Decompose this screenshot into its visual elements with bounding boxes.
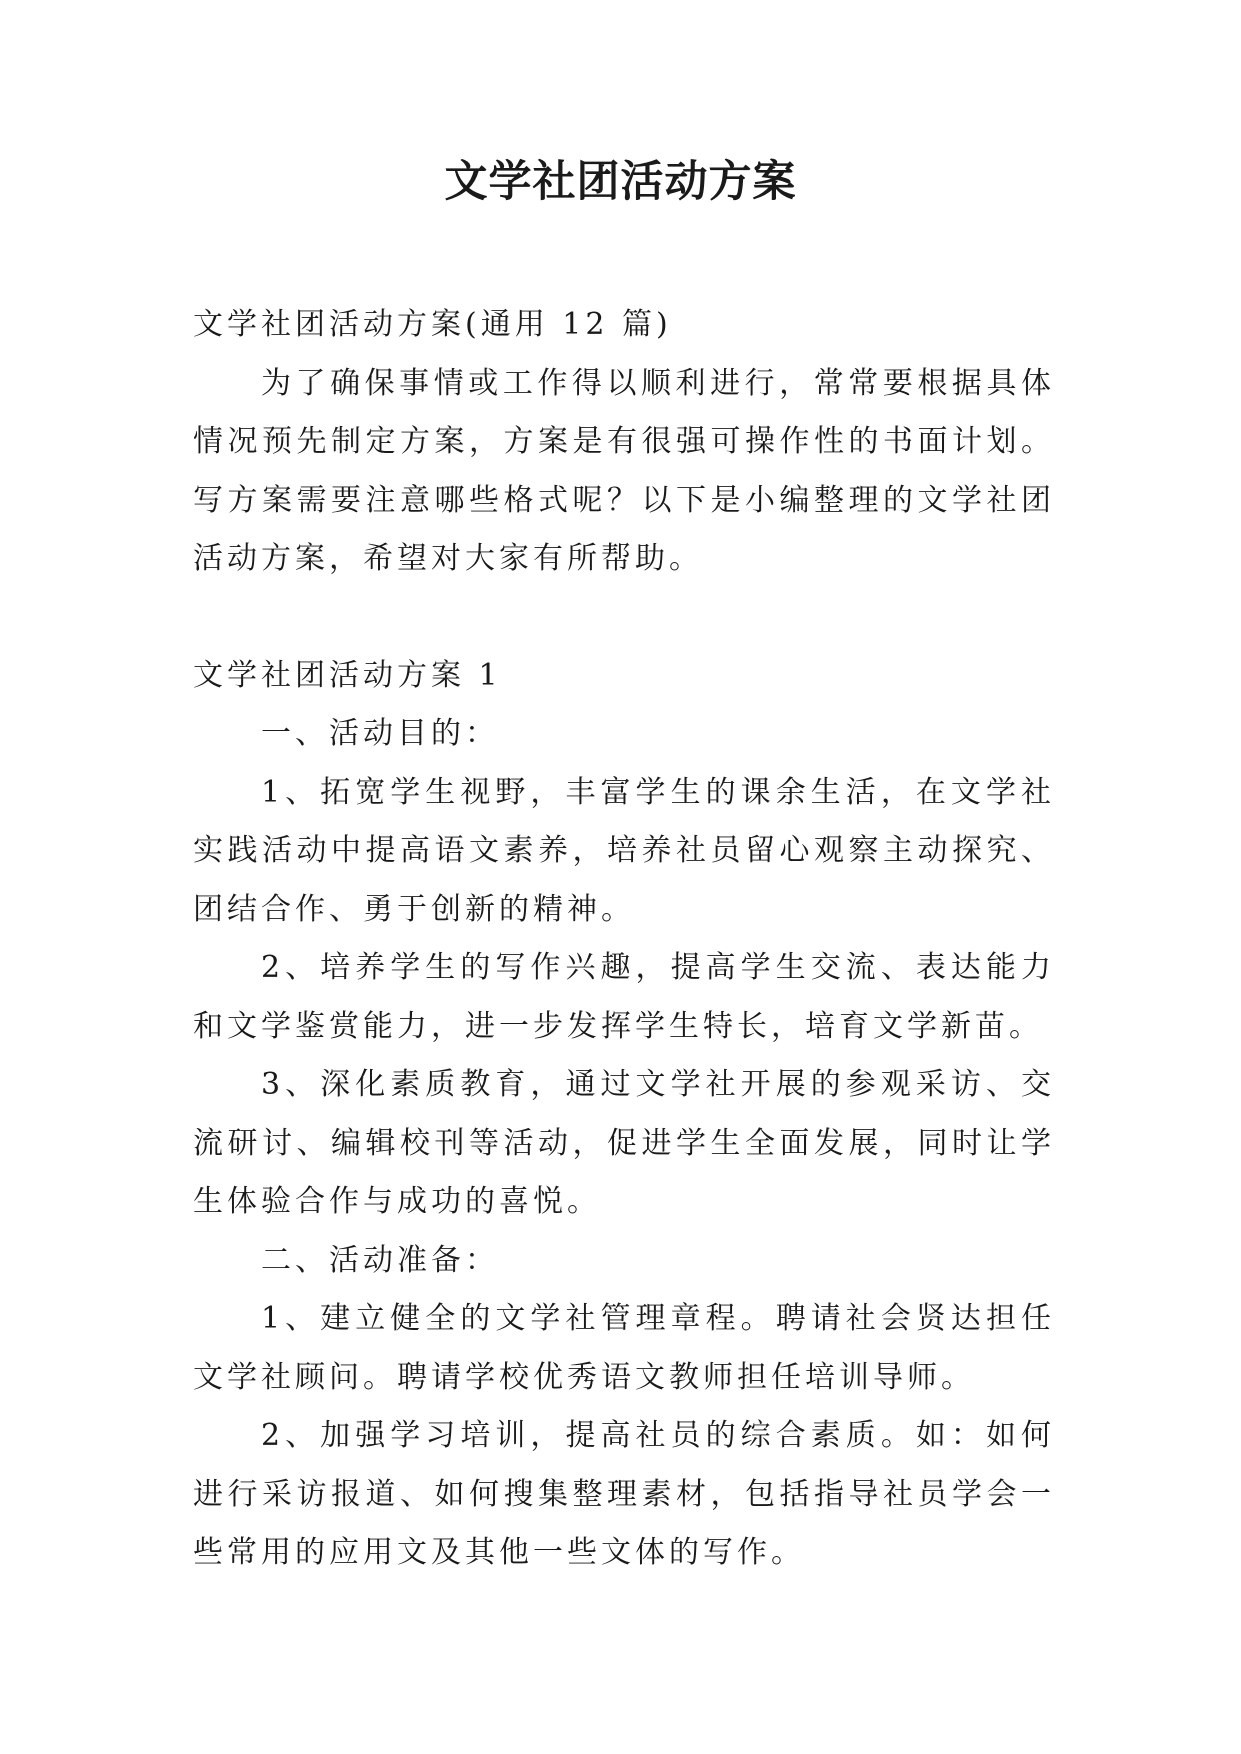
purpose-item: 3、深化素质教育，通过文学社开展的参观采访、交流研讨、编辑校刊等活动，促进学生全面发展，同时让学生体验合作与成功的喜悦。 [193,1067,1055,1219]
intro-paragraph: 为了确保事情或工作得以顺利进行，常常要根据具体情况预先制定方案，方案是有很强可操作性的书面计划。写方案需要注意哪些格式呢？以下是小编整理的文学社团活动方案，希望对大家有所帮助。 [193,365,1055,576]
preparation-item: 2、加强学习培训，提高社员的综合素质。如：如何进行采访报道、如何搜集整理素材，包括指导社员学会一些常用的应用文及其他一些文体的写作。 [193,1418,1055,1570]
purpose-item: 1、拓宽学生视野，丰富学生的课余生活，在文学社实践活动中提高语文素养，培养社员留心观察主动探究、团结合作、勇于创新的精神。 [193,774,1055,927]
section-heading: 文学社团活动方案 1 [193,657,502,693]
part-heading-preparation: 二、活动准备： [261,1242,499,1278]
purpose-item: 2、培养学生的写作兴趣，提高学生交流、表达能力和文学鉴赏能力，进一步发挥学生特长，培育文学新苗。 [193,950,1055,1044]
document-title: 文学社团活动方案 [444,157,797,207]
document-subtitle: 文学社团活动方案(通用 12 篇) [193,307,672,342]
part-heading-purpose: 一、活动目的： [261,716,499,751]
document-body [193,296,1055,1583]
preparation-item: 1、建立健全的文学社管理章程。聘请社会贤达担任文学社顾问。聘请学校优秀语文教师担任培训导师。 [193,1301,1055,1395]
